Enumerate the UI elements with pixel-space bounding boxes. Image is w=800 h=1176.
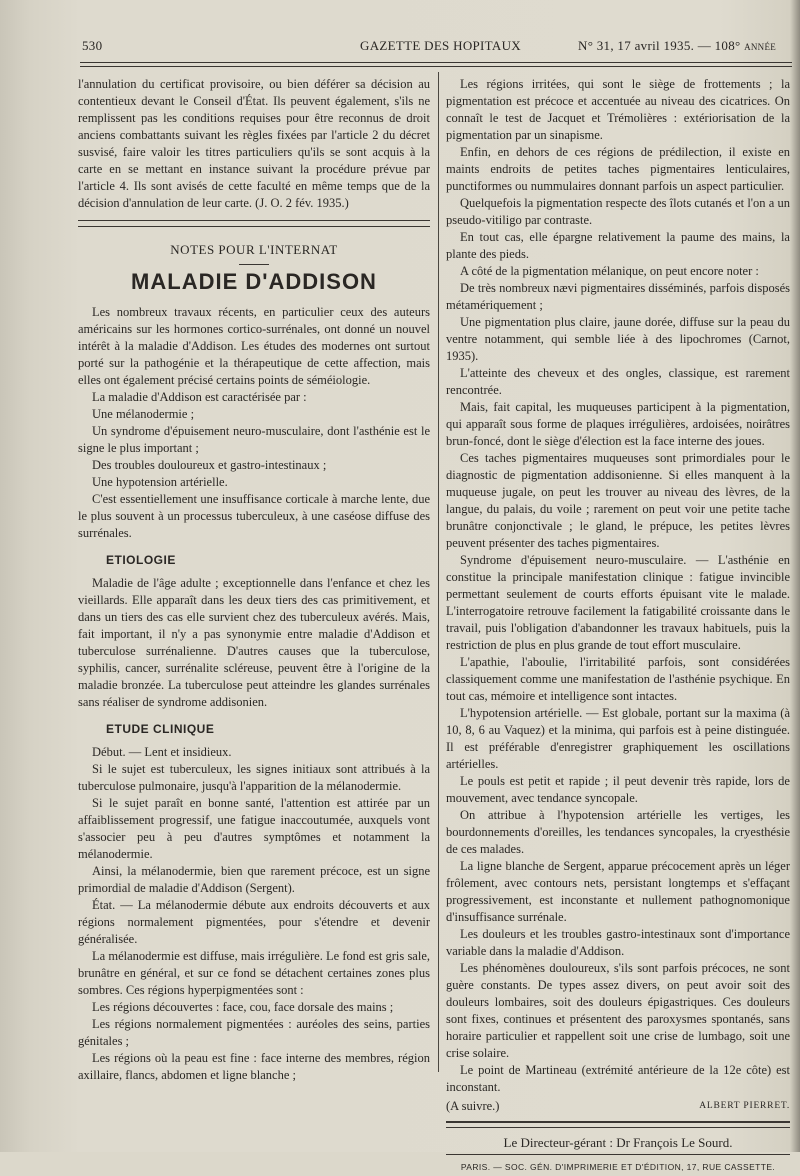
page-number: 530: [82, 38, 103, 53]
body-paragraph: Une pigmentation plus claire, jaune dorée, diffuse sur la peau du ventre notamment, qui semble liée à des lipochromes (Carnot, 1935).: [446, 315, 790, 363]
short-rule: [239, 264, 269, 265]
body-paragraph: Les régions irritées, qui sont le siège de frottements ; la pigmentation est précoce et accentuée au niveau des cicatrices. On connaît le test de Jacquet et Trémolières : extériorisation de la pigmentation par un sinapisme.: [446, 77, 790, 142]
body-paragraph: État. — La mélanodermie débute aux endroits découverts et aux régions normalement pigmentées, pour s'étendre et devenir généralisée.: [78, 898, 430, 946]
body-paragraph: De très nombreux nævi pigmentaires disséminés, parfois disposés métamériquement ;: [446, 281, 790, 312]
header-rule: [80, 62, 792, 63]
to-be-continued: (A suivre.): [446, 1099, 500, 1113]
page-header: [82, 38, 790, 58]
body-paragraph: Les phénomènes douloureux, s'ils sont parfois précoces, ne sont guère constants. De types assez divers, on peut avoir soit des douleurs lombaires, soit des douleurs épigastriques. Ces douleurs sont fixes, continues et présentent des paroxysmes spontanés, sans horaire particulier et rappellent soit une crise de lumbago, soit une crise solaire.: [446, 961, 790, 1060]
etiology-heading: ETIOLOGIE: [106, 553, 176, 567]
body-paragraph: Enfin, en dehors de ces régions de prédilection, il existe en maints endroits de petites taches pigmentaires lenticulaires, punctiformes ou nummulaires donnant parfois un aspect particulier.: [446, 145, 790, 193]
body-paragraph: Maladie de l'âge adulte ; exceptionnelle dans l'enfance et chez les vieillards. Elle apparaît dans les deux tiers des cas primitivement, et dans un tiers des cas elle survient chez des tuberculeux avérés. Mais, fait important, il n'y a pas synonymie entre maladie d'Addison et tuberculose surrénalienne. D'autres causes que la tuberculose, syphilis, cancer, surrénalite scléreuse, peuvent être à l'origine de la maladie bronzée. La tuberculose peut atteindre les glandes surrénales sans réaliser de syndrome addisonien.: [78, 576, 430, 709]
author-name: ALBERT PIERRET.: [699, 1101, 790, 1111]
body-paragraph: Les régions découvertes : face, cou, face dorsale des mains ;: [92, 1000, 394, 1014]
body-paragraph: L'apathie, l'aboulie, l'irritabilité parfois, sont considérées classiquement comme une manifestation de l'asthénie psychique. En tout cas, mémoire et intelligence sont intactes.: [446, 655, 790, 703]
body-paragraph: L'atteinte des cheveux et des ongles, classique, est rarement rencontrée.: [446, 366, 790, 397]
body-paragraph: La maladie d'Addison est caractérisée par :: [92, 390, 307, 404]
body-paragraph: Syndrome d'épuisement neuro-musculaire. — L'asthénie en constitue la principale manifestation clinique : fatigue invincible permettant seulement de courts efforts épuisant vite le malade. L'interrogatoire retrouve facilement la fatigabilité croissante dans le travail, puis l'obligation d'abandonner les travaux habituels, puis la restriction de plus en plus grande de tout effort musculaire.: [446, 553, 790, 652]
body-paragraph: Des troubles douloureux et gastro-intestinaux ;: [92, 458, 327, 472]
left-column: [78, 76, 430, 1084]
clinical-heading: ETUDE CLINIQUE: [106, 722, 215, 736]
body-paragraph: En tout cas, elle épargne relativement la paume des mains, la plante des pieds.: [446, 230, 790, 261]
body-paragraph: Mais, fait capital, les muqueuses participent à la pigmentation, qui apparaît sous forme de plaques irrégulières, ardoisées, noirâtres brun-foncé, dont le siège d'élection est la face interne des joues.: [446, 400, 790, 448]
footer-rule: [446, 1121, 790, 1128]
body-paragraph: Une mélanodermie ;: [92, 407, 195, 421]
issue-year-suffix: ANNÉE: [744, 42, 777, 52]
issue-info: [578, 38, 776, 54]
body-paragraph: La mélanodermie est diffuse, mais irrégulière. Le fond est gris sale, brunâtre en général, et sur ce fond se détachent certaines zones plus sombres. Ces régions hyperpigmentées sont :: [78, 949, 430, 997]
column-divider: [438, 72, 439, 1072]
body-paragraph: Début. — Lent et insidieux.: [92, 745, 232, 759]
journal-title: GAZETTE DES HOPITAUX: [360, 38, 521, 53]
header-rule-2: [80, 66, 792, 67]
body-paragraph: La ligne blanche de Sergent, apparue précocement après un léger frôlement, avec contours nets, persistant longtemps et s'effaçant progressivement, est inconstante et nullement pathognomonique d'insuffisance surrénale.: [446, 859, 790, 924]
body-paragraph: Le point de Martineau (extrémité antérieure de la 12e côte) est inconstant.: [446, 1063, 790, 1094]
article-title: MALADIE D'ADDISON: [131, 269, 377, 294]
body-paragraph: Si le sujet est tuberculeux, les signes initiaux sont attribués à la tuberculose pulmonaire, jusqu'à l'apparition de la mélanodermie.: [78, 762, 430, 793]
intro-paragraph: l'annulation du certificat provisoire, ou bien déférer sa décision au contentieux devant le Conseil d'État. Ils peuvent également, s'ils ne remplissent pas les conditions requises pour être reconnus de droit anciens combattants suivant les règles fixées par l'article 2 du décret susvisé, faire valoir les titres particuliers qu'ils se sont acquis à la carte en se mettant en instance suivant la procédure prévue par l'article 4. Ils sont avisés de cette faculté en même temps que de la décision d'annulation de leur carte. (J. O. 2 fév. 1935.): [78, 77, 430, 210]
body-paragraph: On attribue à l'hypotension artérielle les vertiges, les bourdonnements d'oreilles, les tendances syncopales, la cryesthésie de ces malades.: [446, 808, 790, 856]
body-paragraph: Les nombreux travaux récents, en particulier ceux des auteurs américains sur les hormones cortico-surrénales, ont donné un nouvel intérêt à la maladie d'Addison. Les études des modernes ont surtout porté sur la pathogénie et la thérapeutique de cette affection, mais elles ont également précisé certains points de séméiologie.: [78, 305, 430, 387]
body-paragraph: Un syndrome d'épuisement neuro-musculaire, dont l'asthénie est le signe le plus important ;: [78, 424, 430, 455]
signature-line: [446, 1098, 790, 1115]
printer-rule: [446, 1154, 790, 1155]
body-paragraph: Quelquefois la pigmentation respecte des îlots cutanés et l'on a un pseudo-vitiligo par contraste.: [446, 196, 790, 227]
body-paragraph: Une hypotension artérielle.: [92, 475, 228, 489]
body-paragraph: A côté de la pigmentation mélanique, on peut encore noter :: [460, 264, 759, 278]
right-column: [446, 76, 790, 1176]
director-line: Le Directeur-gérant : Dr François Le Sourd.: [503, 1135, 733, 1150]
body-paragraph: Le pouls est petit et rapide ; il peut devenir très rapide, lors de mouvement, avec tendance syncopale.: [446, 774, 790, 805]
body-paragraph: Ainsi, la mélanodermie, bien que rarement précoce, est un signe primordial de maladie d'Addison (Sergent).: [78, 864, 430, 895]
body-paragraph: L'hypotension artérielle. — Est globale, portant sur la maxima (à 10, 8, 6 au Vaquez) et la minima, qui parfois est à peine distinguée. Il est préférable d'enregistrer graphiquement les oscillations artérielles.: [446, 706, 790, 771]
body-paragraph: Les régions où la peau est fine : face interne des membres, région axillaire, flancs, abdomen et ligne blanche ;: [78, 1051, 430, 1082]
section-label: NOTES POUR L'INTERNAT: [170, 242, 338, 257]
printer-line: PARIS. — SOC. GÉN. D'IMPRIMERIE ET D'ÉDITION, 17, RUE CASSETTE.: [460, 1162, 776, 1172]
body-paragraph: C'est essentiellement une insuffisance corticale à marche lente, due le plus souvent à un processus tuberculeux, à une caséose diffuse des surrénales.: [78, 492, 430, 540]
section-divider: [78, 220, 430, 227]
body-paragraph: Si le sujet paraît en bonne santé, l'attention est attirée par un affaiblissement progressif, une fatigue inaccoutumée, auxquels vont s'associer peu à peu d'autres symptômes et notamment la mélanodermie.: [78, 796, 430, 861]
body-paragraph: Ces taches pigmentaires muqueuses sont primordiales pour le diagnostic de pigmentation addisonienne. Si elles manquent à la muqueuse jugale, on peut les trouver au niveau des lèvres, de la langue, du palais, du voile ; rarement on peut voir une petite tache brunâtre conjonctivale ; le gland, le prépuce, les petites lèvres peuvent présenter des taches pigmentaires.: [446, 451, 790, 550]
body-paragraph: Les douleurs et les troubles gastro-intestinaux sont d'importance variable dans la maladie d'Addison.: [446, 927, 790, 958]
body-paragraph: Les régions normalement pigmentées : auréoles des seins, parties génitales ;: [78, 1017, 430, 1048]
issue-date: N° 31, 17 avril 1935. — 108°: [578, 38, 741, 53]
